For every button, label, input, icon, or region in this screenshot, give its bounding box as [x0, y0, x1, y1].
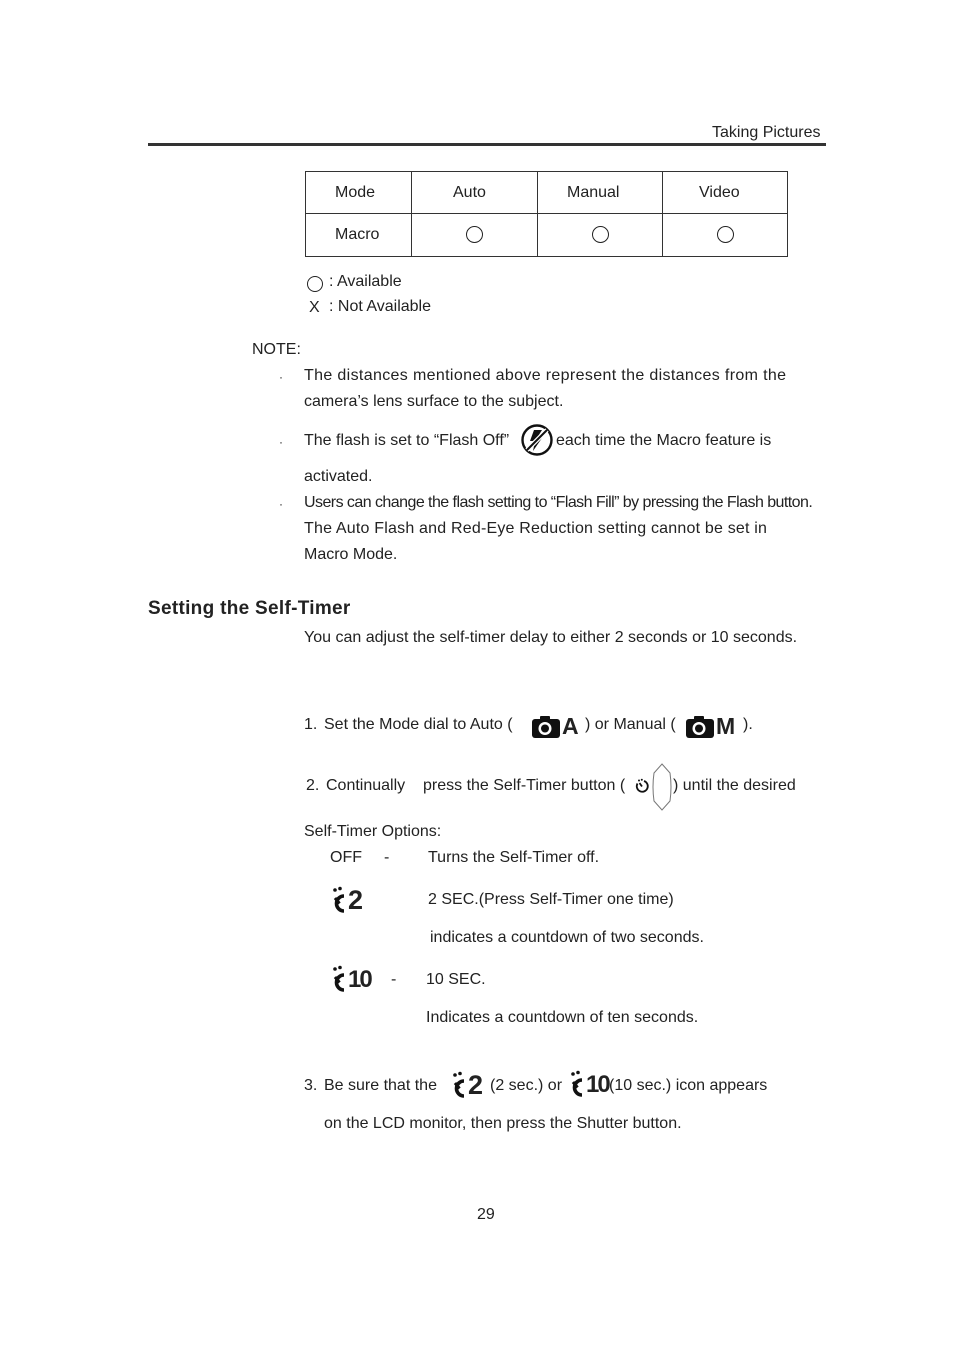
clock-arc-icon [569, 1070, 586, 1100]
option-off-desc: Turns the Self-Timer off. [428, 849, 600, 866]
legend-available: : Available [329, 273, 402, 290]
option-10sec-line-1: 10 SEC. [426, 971, 486, 988]
note-item-2-line-2: activated. [304, 468, 373, 485]
step-3-line-2: on the LCD monitor, then press the Shutter button. [324, 1115, 682, 1132]
header-cell-manual: Manual [538, 172, 663, 214]
available-circle-icon [307, 276, 323, 292]
option-2sec-line-1: 2 SEC.(Press Self-Timer one time) [428, 891, 674, 908]
self-timer-options-label: Self-Timer Options: [304, 823, 442, 840]
table-row-macro [306, 214, 788, 257]
self-timer-small-icon [634, 778, 650, 794]
option-off-label: OFF [330, 849, 362, 866]
cell-manual-available [538, 214, 663, 257]
clock-arc-icon [451, 1071, 468, 1101]
macro-availability-table [305, 171, 788, 257]
cell-video-available [663, 214, 788, 257]
flash-off-icon [520, 423, 554, 457]
timer-10sec-icon: 10 [331, 965, 371, 999]
section-title-self-timer: Setting the Self-Timer [148, 598, 351, 619]
step-3-text-middle: (2 sec.) or [490, 1077, 563, 1094]
available-circle-icon [717, 226, 734, 243]
note-item-3-line-2: The Auto Flash and Red-Eye Reduction setting cannot be set in [304, 520, 768, 537]
step-3-text-before: Be sure that the [324, 1077, 437, 1094]
self-timer-button-icon [651, 763, 673, 811]
note-item-3-line-1: Users can change the flash setting to “Flash Fill” by pressing the Flash button. [304, 494, 813, 511]
not-available-x-icon: X [309, 299, 320, 316]
step-1-text-after: ). [743, 716, 753, 733]
clock-arc-icon [331, 965, 348, 995]
page-number: 29 [477, 1206, 495, 1223]
note-item-1-line-2: camera’s lens surface to the subject. [304, 393, 564, 410]
dash: - [391, 971, 397, 988]
step-2-text-b: press the Self-Timer button ( [423, 777, 626, 794]
camera-icon [685, 715, 715, 739]
section-header: Taking Pictures [712, 124, 821, 141]
option-2sec-line-2: indicates a countdown of two seconds. [430, 929, 704, 946]
step-1-text-before: Set the Mode dial to Auto ( [324, 716, 513, 733]
dash: - [384, 849, 390, 866]
bullet: · [279, 370, 283, 384]
cell-auto-available [412, 214, 538, 257]
note-item-3-line-3: Macro Mode. [304, 546, 398, 563]
note-title: NOTE: [252, 341, 301, 358]
header-cell-video: Video [663, 172, 788, 214]
step-1-text-middle: ) or Manual ( [585, 716, 676, 733]
bullet: · [279, 497, 283, 511]
bullet: · [279, 435, 283, 449]
step-1-number: 1. [304, 716, 318, 733]
step-2-number: 2. [306, 777, 320, 794]
option-10sec-line-2: Indicates a countdown of ten seconds. [426, 1009, 699, 1026]
step-2-text-a: Continually [326, 777, 406, 794]
row-label-macro: Macro [306, 214, 412, 257]
step-3-number: 3. [304, 1077, 318, 1094]
clock-arc-icon [331, 886, 348, 916]
available-circle-icon [592, 226, 609, 243]
timer-2sec-icon: 2 [331, 885, 362, 919]
table-header-row [306, 172, 788, 214]
timer-10sec-icon: 10 [569, 1070, 609, 1104]
auto-mode-icon: A [531, 713, 579, 739]
note-item-2-before: The flash is set to “Flash Off” [304, 432, 510, 449]
step-3-text-after: (10 sec.) icon appears [609, 1077, 768, 1094]
step-2-text-c: ) until the desired [673, 777, 796, 794]
self-timer-intro: You can adjust the self-timer delay to either 2 seconds or 10 seconds. [304, 629, 798, 646]
legend-not-available: : Not Available [329, 298, 431, 315]
header-cell-auto: Auto [412, 172, 538, 214]
available-circle-icon [466, 226, 483, 243]
camera-icon [531, 715, 561, 739]
note-item-1-line-1: The distances mentioned above represent the distances from the [304, 367, 787, 384]
header-rule [148, 143, 826, 146]
note-item-2-after: each time the Macro feature is [556, 432, 772, 449]
header-cell-mode: Mode [306, 172, 412, 214]
manual-mode-icon: M [685, 713, 735, 739]
timer-2sec-icon: 2 [451, 1070, 482, 1104]
